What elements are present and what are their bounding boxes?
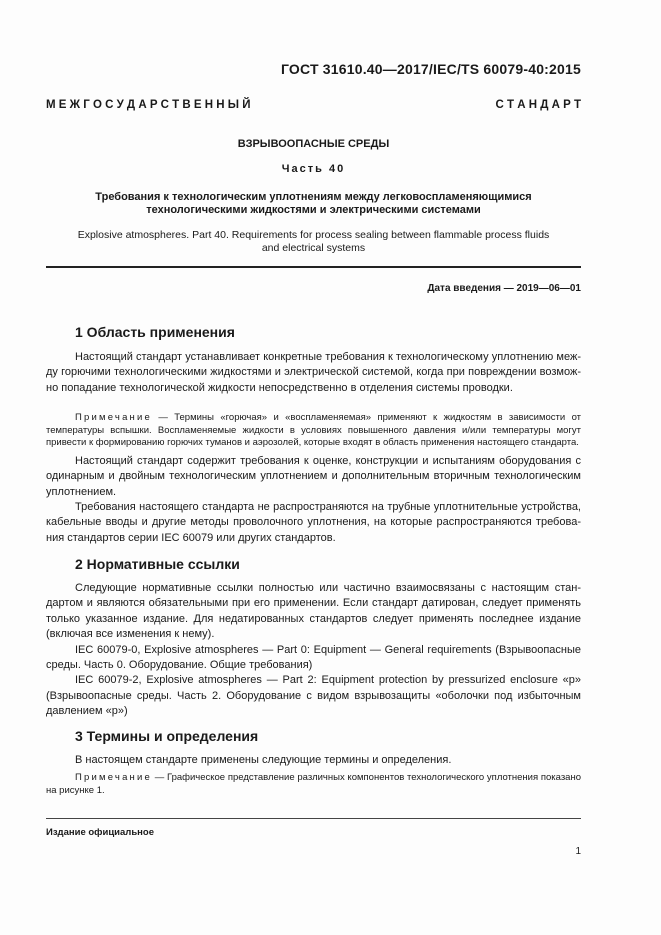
footer-divider <box>46 818 581 819</box>
english-title <box>46 229 581 255</box>
part-label: Часть 40 <box>281 163 346 175</box>
title-divider <box>46 266 581 268</box>
english-title-line: and electrical systems <box>261 242 366 254</box>
document-title: ВЗРЫВООПАСНЫЕ СРЕДЫ <box>237 138 390 150</box>
section-1-note <box>46 412 581 450</box>
interstate-standard-banner <box>46 99 581 111</box>
document-subtitle <box>46 191 581 217</box>
section-3-paragraph: В настоящем стандарте применены следующие термины и определения. <box>75 754 452 766</box>
subtitle-line: Требования к технологическим уплотнениям между легковоспламеняющимися <box>95 191 532 203</box>
official-edition-label: Издание официальное <box>46 827 154 838</box>
reference-item: IEC 60079-2, Explosive atmospheres — Part 2: Equipment protection by pressurized enclosure «p» (Взрывоопасные среды. Часть 2. Оборудование с видом взрывозащиты «оболочки под избыточным давлением «p») <box>46 674 581 718</box>
note-label: Примечание <box>75 412 152 423</box>
english-title-line: Explosive atmospheres. Part 40. Requirements for process sealing between flammable process fluids <box>77 229 550 241</box>
section-3-note <box>46 772 581 797</box>
note-label: Примечание <box>75 772 152 783</box>
page-number: 1 <box>575 846 581 857</box>
subtitle-line: технологическими жидкостями и электрическими системами <box>146 204 481 216</box>
document-code: ГОСТ 31610.40—2017/IEC/TS 60079-40:2015 <box>280 61 581 77</box>
section-2-body <box>46 581 581 720</box>
introduction-date: Дата введения — 2019—06—01 <box>427 283 581 294</box>
section-1-paragraph: Настоящий стандарт устанавливает конкретные требования к технологическому уплотнению между горючими технологическими жидкостями и электрической системой, когда при повреждении возможно попадание технологической жидкости непосредственно в отделения системы проводки. <box>46 351 581 394</box>
reference-item: IEC 60079-0, Explosive atmospheres — Part 0: Equipment — General requirements (Взрывоопасные среды. Часть 0. Оборудование. Общие требования) <box>46 643 581 672</box>
section-3-heading: 3 Термины и определения <box>75 728 259 744</box>
section-2-heading: 2 Нормативные ссылки <box>75 556 240 572</box>
note-text: — Графическое представление различных компонентов технологического уплотнения показано на рисунке 1. <box>46 772 581 796</box>
section-1-paragraph-2: Настоящий стандарт содержит требования к оценке, конструкции и испытаниям оборудования с одинарным и двойным технологическим уплотнением и дополнительным вторичным технологическим уплотнением. <box>46 455 581 498</box>
note-text: — Термины «горючая» и «воспламеняемая» применяют к жидкостям в зависимости от температуры вспышки. Воспламеняемые жидкости в условиях повышенного давления и/или температуры могут привести к формированию горючих туманов и аэрозолей, которые входят в область применения настоящего стандарта. <box>46 412 581 448</box>
section-2-paragraph: Следующие нормативные ссылки полностью или частично взаимосвязаны с настоящим стандартом и являются обязательными при его применении. Если стандарт датирован, следует применять только указанное издание. Для недатированных стандартов следует применять последнее издание (включая все изменения к нему). <box>46 582 581 641</box>
standard-word: С Т А Н Д А Р Т <box>495 99 581 111</box>
interstate-word: М Е Ж Г О С У Д А Р С Т В Е Н Н Ы Й <box>46 99 251 111</box>
section-1-paragraph-3: Требования настоящего стандарта не распространяются на трубные уплотнительные устройства, кабельные вводы и другие методы проволочного уплотнения, на которые распространяются требования стандартов серии IEC 60079 или других стандартов. <box>46 501 581 544</box>
section-1-heading: 1 Область применения <box>75 324 235 340</box>
